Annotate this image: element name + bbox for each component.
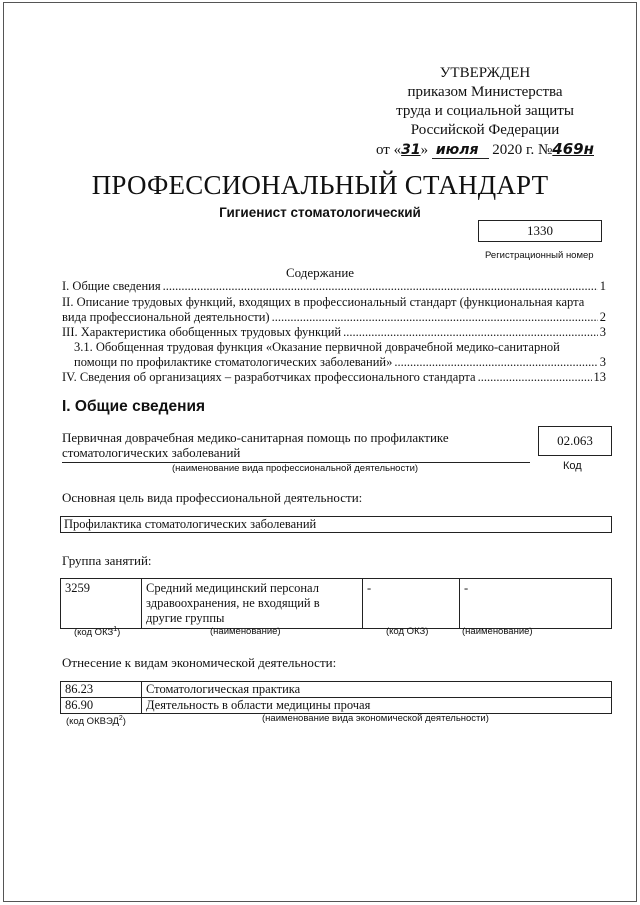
occupation-group-table [60, 578, 612, 629]
goal-value: Профилактика стоматологических заболеваний [64, 517, 317, 531]
toc-item[interactable] [62, 370, 606, 385]
caption-text: (код ОКВЭД [66, 716, 119, 728]
activity-name [62, 430, 449, 460]
okz-name-caption-1: (наименование) [210, 626, 281, 637]
code-label: Код [563, 460, 582, 472]
approval-line-3: труда и социальной защиты [396, 103, 574, 119]
table-row [61, 698, 612, 714]
toc-item[interactable] [62, 325, 606, 340]
okved-name-caption: (наименование вида экономической деятельности) [262, 713, 489, 724]
approval-line-1: УТВЕРЖДЕН [439, 65, 531, 81]
okved-table [60, 681, 612, 714]
toc-item-page: 13 [593, 370, 606, 384]
toc-item-text-cont: помощи по профилактике стоматологических заболеваний» [74, 355, 393, 369]
caption-end: ) [122, 716, 126, 728]
okz-name-1: Средний медицинский персонал здравоохранения, не входящий в другие группы [142, 579, 363, 629]
registration-number-box [478, 220, 602, 242]
okved-name: Деятельность в области медицины прочая [142, 698, 612, 714]
activity-caption: (наименование вида профессиональной деятельности) [172, 463, 419, 474]
toc-item-text: 3.1. Обобщенная трудовая функция «Оказание первичной доврачебной медико-санитарной [74, 340, 560, 354]
toc-item-page: 2 [599, 310, 606, 324]
caption-text: (код ОКЗ [74, 627, 114, 639]
okved-name: Стоматологическая практика [142, 682, 612, 698]
toc-item-text: II. Описание трудовых функций, входящих в профессиональный стандарт (функциональная карта [62, 295, 585, 309]
group-label: Группа занятий: [62, 553, 152, 568]
approval-line-2: приказом Министерства [407, 84, 563, 100]
okz-name-caption-2: (наименование) [462, 626, 533, 637]
toc-item-page: 3 [599, 325, 606, 339]
approval-date [375, 140, 595, 160]
okz-name-2: - [460, 579, 612, 629]
activity-line-2: стоматологических заболеваний [62, 445, 241, 460]
date-year: 2020 г. № [488, 142, 553, 158]
date-prefix: от « [376, 142, 402, 158]
activity-code: 02.063 [557, 433, 593, 448]
okz-code-caption-2: (код ОКЗ) [386, 626, 429, 637]
toc-item-page: 3 [599, 355, 606, 369]
okz-code-2: - [363, 579, 460, 629]
toc-item-text: III. Характеристика обобщенных трудовых функций [62, 325, 342, 339]
approval-block [375, 64, 595, 160]
date-day: 31 [401, 142, 421, 158]
toc-item[interactable] [62, 295, 606, 325]
activity-line-1: Первичная доврачебная медико-санитарная помощь по профилактике [62, 430, 449, 445]
okved-code: 86.90 [61, 698, 142, 714]
toc-item[interactable] [74, 340, 606, 370]
okz-code-caption-1 [74, 626, 120, 638]
approval-line-4: Российской Федерации [410, 122, 560, 138]
toc-heading: Содержание [285, 265, 355, 280]
order-number: 469н [552, 140, 594, 158]
caption-end: ) [117, 627, 121, 639]
table-row [61, 579, 612, 629]
section-heading: I. Общие сведения [62, 398, 206, 415]
okved-code: 86.23 [61, 682, 142, 698]
toc-item-text: I. Общие сведения [62, 279, 161, 293]
page-title: ПРОФЕССИОНАЛЬНЫЙ СТАНДАРТ [91, 170, 549, 200]
footnote-ref: 2 [118, 715, 123, 722]
date-month: июля [432, 142, 489, 159]
toc-item-page: 1 [599, 279, 606, 293]
okved-label: Отнесение к видам экономической деятельности: [62, 655, 337, 670]
activity-code-box [538, 426, 612, 456]
goal-box [60, 516, 612, 533]
toc-item-text: IV. Сведения об организациях – разработчиках профессионального стандарта [62, 370, 476, 384]
registration-number: 1330 [527, 223, 553, 238]
date-mid: » [420, 142, 432, 158]
standard-name: Гигиенист стоматологический [219, 205, 421, 220]
registration-label: Регистрационный номер [485, 250, 594, 261]
goal-label: Основная цель вида профессиональной деятельности: [62, 490, 363, 505]
okved-code-caption [66, 715, 126, 727]
table-row [61, 682, 612, 698]
okz-code-1: 3259 [61, 579, 142, 629]
footnote-ref: 1 [113, 626, 118, 633]
toc-item[interactable] [62, 279, 606, 294]
toc-item-text-cont: вида профессиональной деятельности) [62, 310, 270, 324]
